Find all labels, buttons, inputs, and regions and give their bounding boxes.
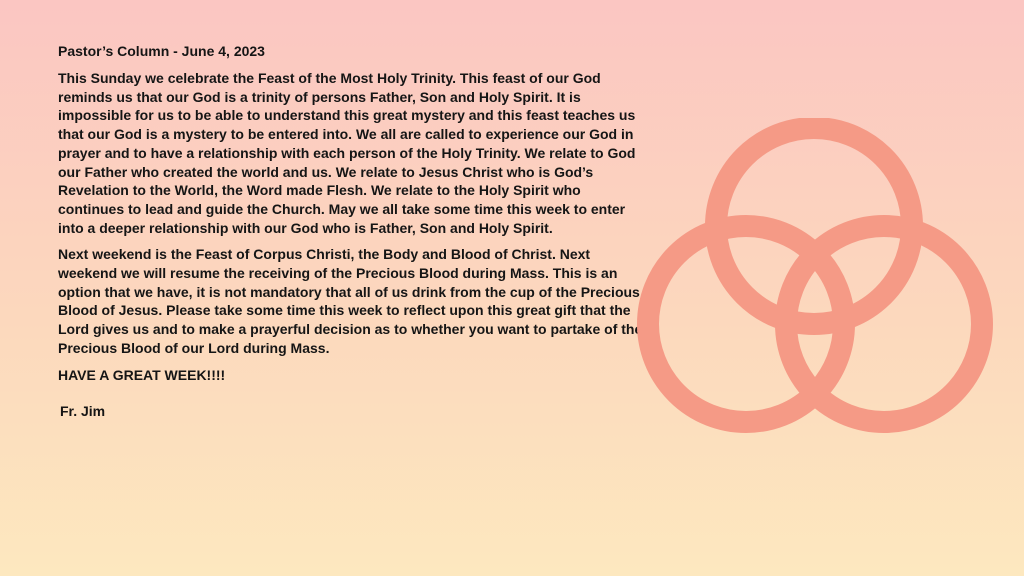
closing-line: HAVE A GREAT WEEK!!!!	[58, 366, 226, 383]
column-title: Pastor’s Column - June 4, 2023	[58, 43, 265, 59]
trinity-circles-icon	[636, 118, 996, 458]
paragraph-corpus-christi: Next weekend is the Feast of Corpus Christi, the Body and Blood of Christ. Next weekend we will resume the receiving of the Precious Blood during Mass. This is an option that we have, it is not mandatory that all of us drink from the cup of the Precious Blood of Jesus. Please take some time this week to reflect upon this great gift that the Lord gives us and to make a prayerful decision as to whether you want to partake of the Precious Blood of our Lord during Mass.	[58, 246, 643, 356]
signature: Fr. Jim	[60, 402, 106, 419]
pastors-column	[58, 42, 648, 420]
paragraph-trinity: This Sunday we celebrate the Feast of the Most Holy Trinity. This feast of our God reminds us that our God is a trinity of persons Father, Son and Holy Spirit. It is impossible for us to be able to understand this great mystery and this feast teaches us that our God is a mystery to be entered into. We all are called to experience our God in prayer and to have a relationship with each person of the Holy Trinity. We relate to God our Father who created the world and us. We relate to Jesus Christ who is God’s Revelation to the World, the Word made Flesh. We relate to the Holy Spirit who continues to lead and guide the Church. May we all take some time this week to enter into a deeper relationship with our God who is Father, Son and Holy Spirit.	[58, 70, 636, 236]
